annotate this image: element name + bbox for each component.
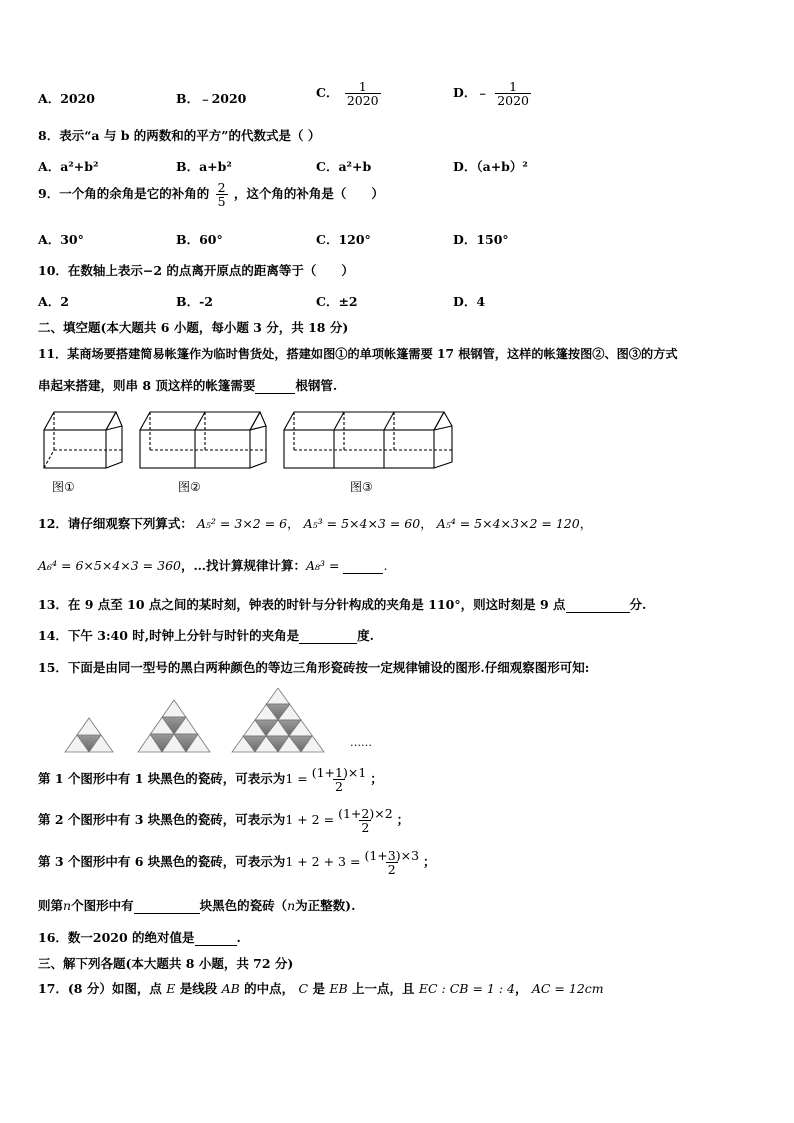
q15-l1-denominator: 2 xyxy=(335,779,343,795)
q17-mid4: 上一点，且 xyxy=(352,981,415,996)
q7-d-numerator: 1 xyxy=(509,79,518,94)
q7-option-c-label: C． xyxy=(316,85,339,101)
q10-option-b: B．-2 xyxy=(176,294,213,309)
q15-line4-n2: n xyxy=(287,898,296,913)
q7-option-b: B．﹣2020 xyxy=(176,91,247,106)
q17-mid2: 的中点， xyxy=(244,981,295,996)
q12-eq4: A₆⁴ = 6×5×4×3 = 360 xyxy=(38,558,181,573)
q15-line1-sep: ； xyxy=(370,771,383,787)
q17-ratio: EC : CB = 1 : 4 xyxy=(418,981,515,996)
q9-stem-post: ，这个角的补角是（ ） xyxy=(233,186,384,202)
q15-l3-denominator: 2 xyxy=(387,862,396,878)
q15-line1-lhs: 1 = xyxy=(285,771,308,787)
q13-pre: 13．在 9 点至 10 点之间的某时刻，钟表的时针与分针构成的夹角是 110°，则这时刻是 9 点 xyxy=(38,597,566,612)
q15-l1-numerator: (1+1)×1 xyxy=(311,765,367,780)
q12-eq3: A₅⁴ = 5×4×3×2 = 120 xyxy=(436,516,580,531)
q13-post: 分. xyxy=(629,597,647,612)
q7-c-denominator: 2020 xyxy=(346,93,379,109)
q9-denominator: 5 xyxy=(217,194,226,210)
q15-line3-pre: 第 3 个图形中有 6 块黑色的瓷砖，可表示为 xyxy=(38,854,286,870)
q15-line1 xyxy=(38,766,383,793)
q17-ac-length: AC = 12cm xyxy=(531,981,604,996)
q15-triangle-tiles-figures xyxy=(60,688,360,756)
q14-pre: 14．下午 3:40 时,时钟上分针与时针的夹角是 xyxy=(38,628,300,643)
q13-answer-blank[interactable] xyxy=(566,600,630,613)
q7-c-numerator: 1 xyxy=(358,79,367,94)
q15-line2-fraction xyxy=(336,807,395,834)
q11-fig1-label: 图① xyxy=(52,480,75,494)
q17-mid1: 是线段 xyxy=(179,981,218,996)
q17 xyxy=(38,979,604,997)
q7-d-denominator: 2020 xyxy=(497,93,530,109)
q7-option-a: A．2020 xyxy=(38,91,95,106)
q15-line2-sep: ； xyxy=(396,812,410,828)
q12-line1-pre: 12．请仔细观察下列算式： xyxy=(38,516,193,531)
q14 xyxy=(38,626,374,644)
q15-line3-fraction xyxy=(362,849,421,876)
q13 xyxy=(38,595,646,613)
q17-point-c: C xyxy=(298,981,309,996)
tile-figure-1 xyxy=(65,718,113,752)
q8-stem: 8．表示“a 与 b 的两数和的平方”的代数式是（ ） xyxy=(38,128,321,143)
q15-line3 xyxy=(38,849,436,876)
q9-stem-pre: 9．一个角的余角是它的补角的 xyxy=(38,186,210,202)
tile-figure-3 xyxy=(232,688,324,752)
q8-option-d: D．（a+b）² xyxy=(453,159,528,174)
q17-mid5: ， xyxy=(514,981,528,996)
q8-option-a: A．a²+b² xyxy=(38,159,99,174)
q11-fig3-label: 图③ xyxy=(350,480,373,494)
q10-option-a: A．2 xyxy=(38,294,69,309)
q15-ellipsis: …… xyxy=(350,736,372,749)
q16 xyxy=(38,928,241,946)
q15-line1-pre: 第 1 个图形中有 1 块黑色的瓷砖，可表示为 xyxy=(38,771,286,787)
q7-option-d xyxy=(453,80,533,107)
q15-answer-blank[interactable] xyxy=(134,901,200,914)
tent-figure-3 xyxy=(284,412,452,468)
q9-option-b: B．60° xyxy=(176,232,223,247)
q15-line3-lhs: 1 + 2 + 3 = xyxy=(285,854,361,870)
q9-option-a: A．30° xyxy=(38,232,84,247)
q12-eq2: A₅³ = 5×4×3 = 60 xyxy=(303,516,421,531)
q15-line2-pre: 第 2 个图形中有 3 块黑色的瓷砖，可表示为 xyxy=(38,812,286,828)
q11-tent-figures xyxy=(40,402,460,474)
q15-l2-denominator: 2 xyxy=(361,820,370,836)
q16-pre: 16．数一2020 的绝对值是 xyxy=(38,930,195,945)
q12-eq5: A₈³ = xyxy=(306,558,340,573)
q17-segment-ab: AB xyxy=(221,981,240,996)
q14-answer-blank[interactable] xyxy=(299,631,357,644)
q9-option-c: C．120° xyxy=(316,232,371,247)
q15-line4-mid: 个图形中有 xyxy=(71,898,134,913)
q17-point-e: E xyxy=(166,981,176,996)
q11-answer-blank[interactable] xyxy=(255,381,295,394)
q16-answer-blank[interactable] xyxy=(195,933,237,946)
q17-segment-eb: EB xyxy=(329,981,348,996)
q15-line4-end: 为正整数). xyxy=(295,898,356,913)
q11-line2-pre: 串起来搭建，则串 8 顶这样的帐篷需要 xyxy=(38,378,256,393)
q9-option-d: D．150° xyxy=(453,232,509,247)
q12-line2-mid: ，…找计算规律计算： xyxy=(180,558,306,573)
q17-mid3: 是 xyxy=(312,981,325,996)
q12-end: . xyxy=(383,558,388,573)
q11-line2-post: 根钢管. xyxy=(295,378,338,393)
tent-figure-1 xyxy=(44,412,122,468)
q15-line2-lhs: 1 + 2 = xyxy=(285,812,335,828)
q15-stem: 15．下面是由同一型号的黑白两种颜色的等边三角形瓷砖按一定规律铺设的图形.仔细观察图形可知: xyxy=(38,660,590,675)
q15-line4 xyxy=(38,896,355,914)
q15-line4-pre: 则第 xyxy=(38,898,64,913)
tent-figure-2 xyxy=(140,412,266,468)
q9-stem xyxy=(38,181,384,208)
q12-line2 xyxy=(38,556,387,574)
q7-option-c-fraction xyxy=(345,80,381,107)
q15-line3-sep: ； xyxy=(423,854,436,870)
q15-l2-numerator: (1+2)×2 xyxy=(338,806,393,821)
q15-line4-n: n xyxy=(63,898,72,913)
q14-post: 度. xyxy=(357,628,375,643)
section-3-heading: 三、解下列各题(本大题共 8 小题，共 72 分) xyxy=(38,956,294,971)
q9-fraction xyxy=(216,181,228,208)
q12-line1: 12．请仔细观察下列算式： A₅² = 3×2 = 6， A₅³ = 5×4×3 = 60， A₅⁴ = 5×4×3×2 = 120， xyxy=(38,516,593,531)
q7-option-c xyxy=(316,80,383,107)
q11-fig2-label: 图② xyxy=(178,480,201,494)
q17-pre: 17．(8 分）如图，点 xyxy=(38,981,162,996)
q10-option-c: C．±2 xyxy=(316,294,358,309)
q12-eq1: A₅² = 3×2 = 6 xyxy=(196,516,288,531)
q8-option-c: C．a²+b xyxy=(316,159,372,174)
q10-stem: 10．在数轴上表示−2 的点离开原点的距离等于（ ） xyxy=(38,263,354,278)
q12-answer-blank[interactable] xyxy=(343,561,383,574)
q8-option-b: B．a+b² xyxy=(176,159,232,174)
q15-line2 xyxy=(38,807,409,834)
q15-line4-post: 块黑色的瓷砖（ xyxy=(199,898,288,913)
q10-option-d: D．4 xyxy=(453,294,486,309)
q11-line1: 11．某商场要搭建简易帐篷作为临时售货处，搭建如图①的单项帐篷需要 17 根钢管，这样的帐篷按图②、图③的方式 xyxy=(38,347,678,361)
tile-figure-2 xyxy=(138,700,210,752)
q11-line2 xyxy=(38,376,337,394)
q15-line1-fraction xyxy=(310,766,369,793)
q15-l3-numerator: (1+3)×3 xyxy=(364,848,420,863)
q7-option-d-fraction xyxy=(495,80,531,107)
section-2-heading: 二、填空题(本大题共 6 小题，每小题 3 分，共 18 分) xyxy=(38,320,349,335)
q7-option-d-label: D．﹣ xyxy=(453,85,489,101)
q9-numerator: 2 xyxy=(217,180,226,195)
q16-post: . xyxy=(236,930,241,945)
